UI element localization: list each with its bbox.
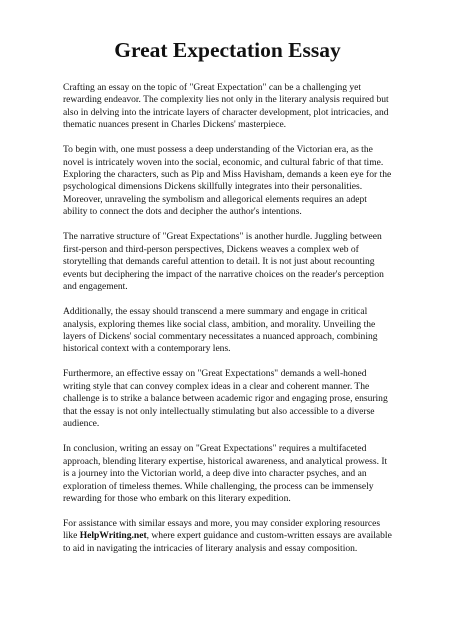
paragraph-conclusion: In conclusion, writing an essay on "Great Expectations" requires a multifaceted approach, blending literary expertise, historical awareness, and analytical prowess. It is a journey into the Victorian world, a deep dive into character psyches, and an exploration of timeless themes. While challenging, the process can be immensely rewarding for those who embark on this literary expedition. — [63, 443, 388, 504]
paragraph-narrative-structure: The narrative structure of "Great Expectations" is another hurdle. Juggling between first-person and third-person perspectives, Dickens weaves a complex web of storytelling that demands careful attention to detail. It is not just about recounting events but deciphering the impact of the narrative choices on the reader's perception and engagement. — [63, 231, 384, 293]
paragraph-closing — [63, 518, 392, 555]
closing-text-before: For assistance with similar essays and more, you may consider exploring resources like — [63, 517, 381, 542]
document-title: Great Expectation Essay — [114, 38, 341, 62]
paragraph-critical-analysis: Additionally, the essay should transcend a mere summary and engage in critical analysis, exploring themes like social class, ambition, and morality. Unveiling the layers of Dickens' social commentary necessitates a nuanced approach, combining historical context with a contemporary lens. — [63, 306, 378, 355]
paragraph-intro: Crafting an essay on the topic of "Great Expectation" can be a challenging yet rewarding endeavor. The complexity lies not only in the literary analysis required but also in delving into the intricate layers of character development, plot intricacies, and thematic nuances present in Charles Dickens' masterpiece. — [63, 81, 389, 131]
closing-text-after: , where expert guidance and custom-written essays are available to aid in navigating the intricacies of literary analysis and essay composition. — [63, 530, 392, 554]
paragraph-writing-style: Furthermore, an effective essay on "Great Expectations" demands a well-honed writing style that can convey complex ideas in a clear and coherent manner. The challenge is to strike a balance between academic rigor and engaging prose, ensuring that the essay is not only intellectually stimulating but also accessible to a diverse audience. — [63, 368, 388, 430]
paragraph-victorian-era: To begin with, one must possess a deep understanding of the Victorian era, as the novel is intricately woven into the social, economic, and cultural fabric of that time. Exploring the characters, such as Pip and Miss Havisham, demands a keen eye for the psychological dimensions Dickens skillfully integrates into their personalities. Moreover, unraveling the symbolism and allegorical elements requires an adept ability to connect the dots and decipher the author's intentions. — [63, 144, 392, 218]
helpwriting-site-name: HelpWriting.net — [79, 530, 147, 542]
